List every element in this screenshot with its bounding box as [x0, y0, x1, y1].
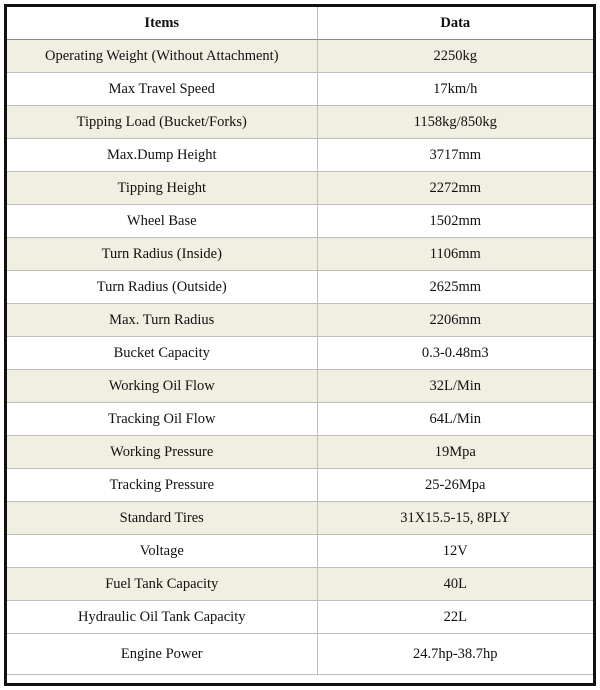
spec-value-cell: 0.3-0.48m3 [317, 337, 593, 370]
spec-item-cell: Max. Turn Radius [7, 304, 317, 337]
spec-item-cell: Max Travel Speed [7, 73, 317, 106]
spec-value-cell: 2272mm [317, 172, 593, 205]
spec-value-cell: 40L [317, 568, 593, 601]
spec-item-cell: Turn Radius (Inside) [7, 238, 317, 271]
spec-value-cell: 32L/Min [317, 370, 593, 403]
spec-item-cell: Bucket Capacity [7, 337, 317, 370]
spec-table-frame [4, 4, 596, 686]
spec-value-cell: 19Mpa [317, 436, 593, 469]
table-row [7, 370, 593, 403]
table-body [7, 40, 593, 675]
table-row [7, 601, 593, 634]
spec-item-cell: Operating Weight (Without Attachment) [7, 40, 317, 73]
spec-value-cell: 2250kg [317, 40, 593, 73]
table-row [7, 106, 593, 139]
spec-item-cell: Tracking Pressure [7, 469, 317, 502]
table-row [7, 469, 593, 502]
table-row [7, 634, 593, 675]
spec-item-cell: Max.Dump Height [7, 139, 317, 172]
table-row [7, 436, 593, 469]
spec-table [7, 7, 593, 675]
spec-item-cell: Fuel Tank Capacity [7, 568, 317, 601]
spec-item-cell: Wheel Base [7, 205, 317, 238]
spec-value-cell: 1158kg/850kg [317, 106, 593, 139]
spec-value-cell: 31X15.5-15, 8PLY [317, 502, 593, 535]
table-row [7, 40, 593, 73]
spec-item-cell: Working Pressure [7, 436, 317, 469]
table-row [7, 172, 593, 205]
spec-item-cell: Tipping Height [7, 172, 317, 205]
spec-value-cell: 2206mm [317, 304, 593, 337]
spec-value-cell: 1106mm [317, 238, 593, 271]
table-row [7, 271, 593, 304]
table-row [7, 73, 593, 106]
spec-item-cell: Engine Power [7, 634, 317, 675]
spec-value-cell: 64L/Min [317, 403, 593, 436]
spec-value-cell: 1502mm [317, 205, 593, 238]
table-row [7, 139, 593, 172]
spec-item-cell: Tipping Load (Bucket/Forks) [7, 106, 317, 139]
table-row [7, 337, 593, 370]
spec-value-cell: 3717mm [317, 139, 593, 172]
spec-item-cell: Tracking Oil Flow [7, 403, 317, 436]
spec-item-cell: Hydraulic Oil Tank Capacity [7, 601, 317, 634]
header-items: Items [7, 7, 317, 40]
spec-value-cell: 25-26Mpa [317, 469, 593, 502]
table-row [7, 304, 593, 337]
spec-item-cell: Standard Tires [7, 502, 317, 535]
spec-value-cell: 2625mm [317, 271, 593, 304]
table-row [7, 238, 593, 271]
spec-item-cell: Working Oil Flow [7, 370, 317, 403]
spec-value-cell: 17km/h [317, 73, 593, 106]
table-row [7, 502, 593, 535]
header-data: Data [317, 7, 593, 40]
spec-item-cell: Turn Radius (Outside) [7, 271, 317, 304]
table-header-row [7, 7, 593, 40]
spec-value-cell: 22L [317, 601, 593, 634]
spec-value-cell: 12V [317, 535, 593, 568]
table-row [7, 205, 593, 238]
spec-value-cell: 24.7hp-38.7hp [317, 634, 593, 675]
table-row [7, 568, 593, 601]
spec-item-cell: Voltage [7, 535, 317, 568]
table-row [7, 535, 593, 568]
table-row [7, 403, 593, 436]
